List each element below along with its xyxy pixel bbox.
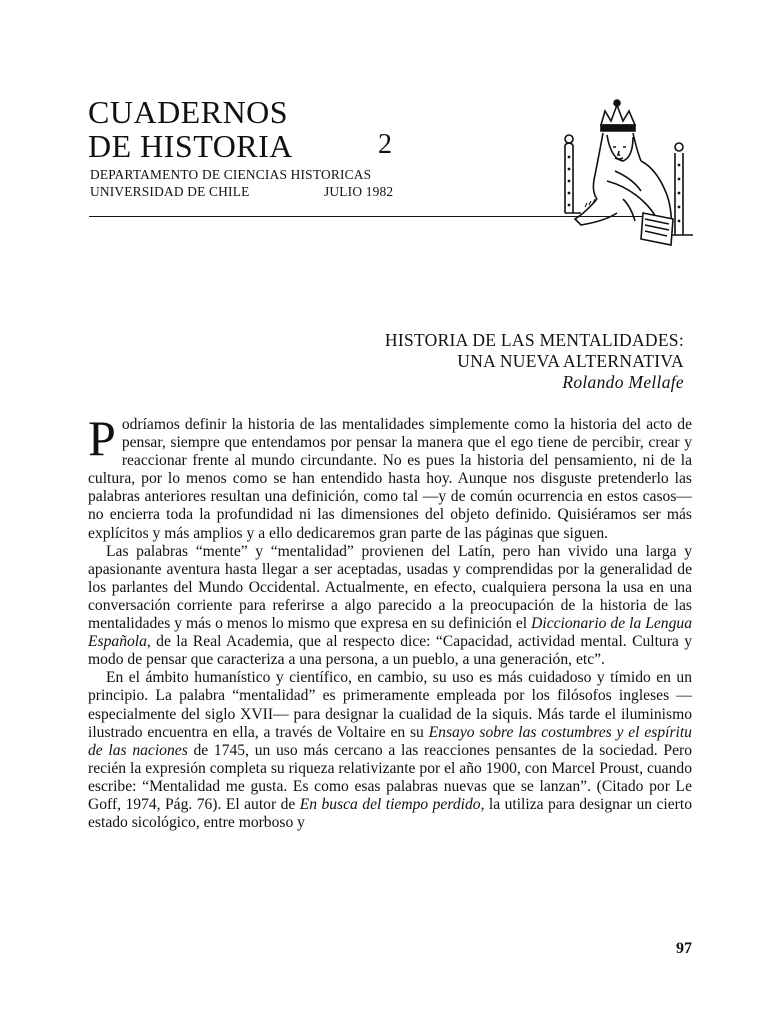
paragraph-1 [88, 410, 692, 543]
paragraph-3-text-b: de 1745, un uso más cercano a las reacciones pensantes de la sociedad. Pero recién la expresión completa su riqueza relativizante por el año 1900, con Marcel Proust, cuando escribe: “Mentalidad me gusta. Es como esas palabras nuevas que se lanzan”. (Citado por Le Goff, 1974, Pág. 76). El autor de [88, 741, 692, 813]
article-title-line-2: UNA NUEVA ALTERNATIVA [457, 351, 684, 371]
page-number: 97 [676, 940, 692, 957]
article-heading [385, 330, 684, 393]
paragraph-1-text: odríamos definir la historia de las mentalidades simplemente como la historia del acto de pensar, siempre que entendamos por pensar la manera que el ego tiene de percibir, crear y reaccionar frente al mundo circundante. No es pues la historia del pensamiento, ni de la cultura, por lo menos como se han entendido hasta hoy. Aunque nos disguste pretenderlo las palabras anteriores resultan una definición, como tal —y de común ocurrencia en estos casos— no encierra toda la profundidad ni las dimensiones del objeto definido. Quisiéramos ser más explícitos y más amplios y a ello dedicaremos gran parte de las páginas que siguen. [88, 416, 692, 542]
article-author: Rolando Mellafe [562, 372, 684, 392]
paragraph-2 [88, 543, 692, 670]
proust-work-title: En busca del tiempo perdido [299, 795, 481, 813]
dictionary-title: Diccionario de la Lengua Española [88, 615, 692, 651]
journal-number: 2 [378, 129, 392, 160]
department-name: DEPARTAMENTO DE CIENCIAS HISTORICAS [90, 167, 372, 182]
journal-title [88, 95, 293, 163]
journal-title-line-2: DE HISTORIA [88, 128, 293, 164]
voltaire-essay-title: Ensayo sobre las costumbres y el espíritu de las naciones [88, 723, 692, 759]
article-body [88, 410, 692, 832]
paragraph-2-text-b: , de la Real Academia, que al respecto dice: “Capacidad, actividad mental. Cultura y modo de pensar que caracteriza a una persona, a un pueblo, a una generación, etc”. [88, 633, 692, 669]
issue-date: JULIO 1982 [324, 184, 394, 199]
university-name: UNIVERSIDAD DE CHILE [90, 184, 250, 199]
paragraph-3-text-a: En el ámbito humanístico y científico, en cambio, su uso es más cuidadoso y tímido en un principio. La palabra “mentalidad” es primeramente empleada por los filósofos ingleses —especialmente del siglo XVII— para designar la cualidad de la siquis. Más tarde el iluminismo ilustrado encuentra en ella, a través de Voltaire en su [88, 669, 692, 741]
drop-cap: P [88, 410, 116, 466]
journal-affiliation [90, 166, 394, 200]
paragraph-2-text-a: Las palabras “mente” y “mentalidad” provienen del Latín, pero han vivido una larga y apasionante aventura hasta llegar a ser aceptadas, usadas y comprendidas por la generalidad de los parlantes del Mundo Occidental. Actualmente, en efecto, cualquiera persona la usa en una conversación corriente para referirse a algo parecido a la preocupación de la historia de las mentalidades y más o menos lo mismo que expresa en su definición el [88, 542, 692, 633]
journal-title-line-1: CUADERNOS [88, 94, 289, 130]
paragraph-3-text-c: , la utiliza para designar un cierto estado sicológico, entre morboso y [88, 795, 692, 832]
article-title-line-1: HISTORIA DE LAS MENTALIDADES: [384, 330, 684, 350]
paragraph-3 [88, 669, 692, 832]
crowned-figure-seated-with-book-icon [545, 95, 695, 255]
